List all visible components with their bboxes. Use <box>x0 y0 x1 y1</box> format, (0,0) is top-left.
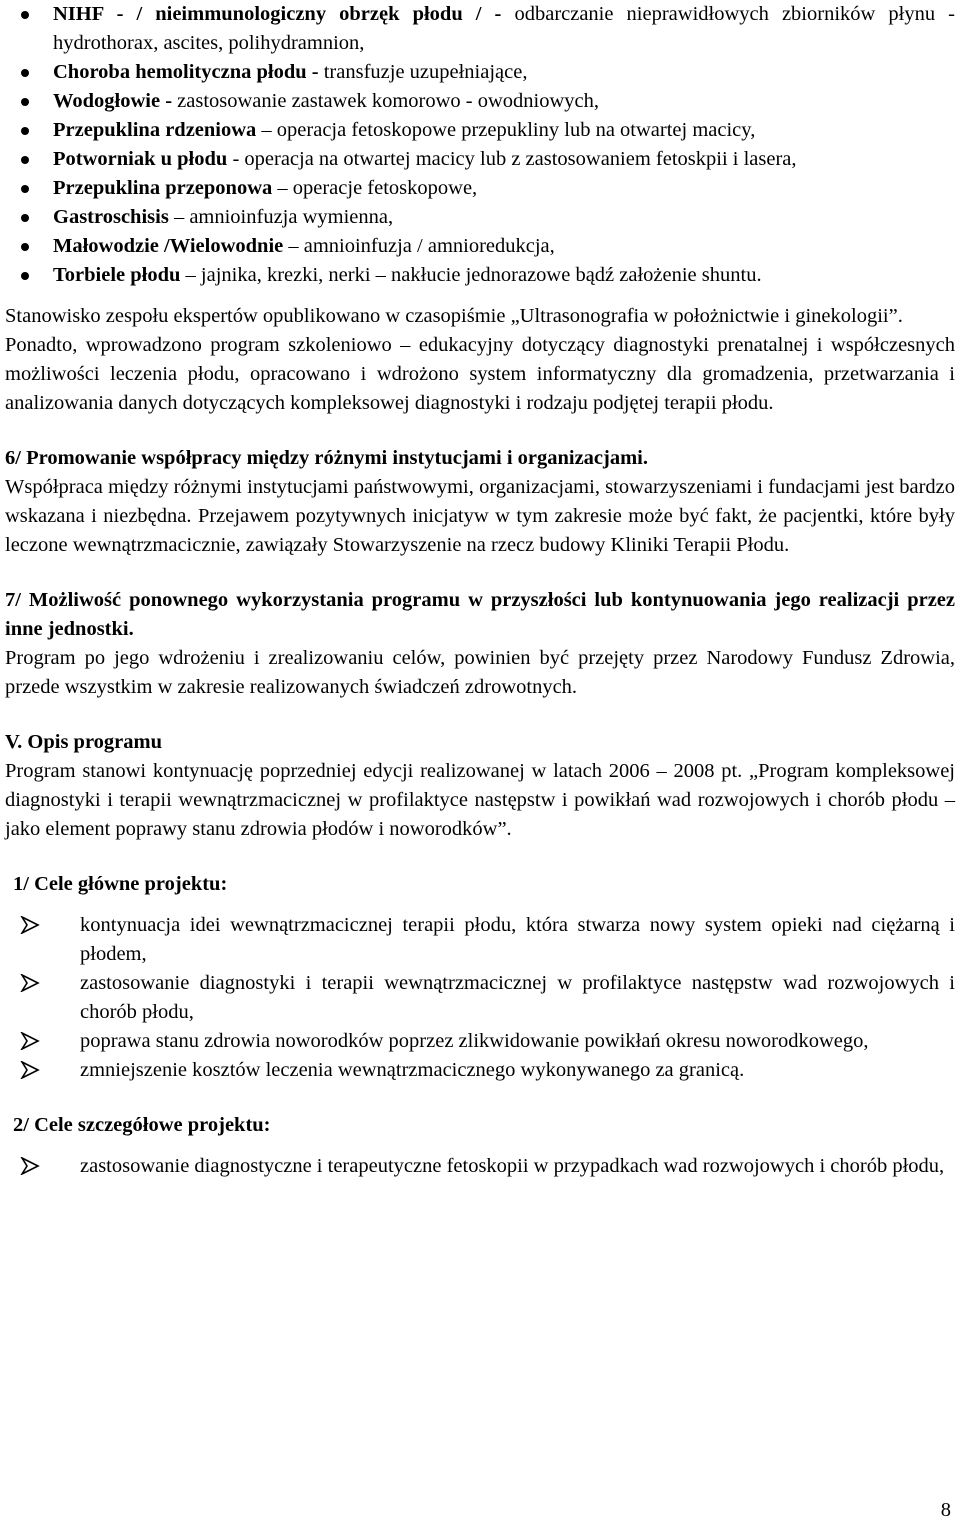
list-item <box>53 174 955 203</box>
list-item <box>80 1152 955 1181</box>
paragraph-ponadto: Ponadto, wprowadzono program szkoleniowo – edukacyjny dotyczący diagnostyki prenatalnej i współczesnych możliwości leczenia płodu, opracowano i wdrożono system informatyczny dla gromadzenia, przetwarzania i analizowania danych dotyczących kompleksowej diagnostyki i rodzaju podjętej terapii płodu. <box>5 334 955 414</box>
bullet-term: Przepuklina przeponowa <box>53 177 273 199</box>
bullet-term: Choroba hemolityczna płodu - <box>53 61 319 83</box>
bullet-term: Wodogłowie - <box>53 90 173 112</box>
section-heading-6 <box>5 444 955 473</box>
bullet-term: Gastroschisis <box>53 206 169 228</box>
bullet-text: zastosowanie zastawek komorowo - owodniowych, <box>172 90 600 112</box>
bullet-icon <box>21 11 29 19</box>
bullet-term: Torbiele płodu <box>53 264 181 286</box>
heading-text: 2/ Cele szczegółowe projektu: <box>13 1114 271 1136</box>
paragraph-stanowisko: Stanowisko zespołu ekspertów opublikowano w czasopiśmie „Ultrasonografia w położnictwie i ginekologii”. <box>5 305 903 327</box>
list-item <box>80 1027 955 1056</box>
goal-text: zastosowanie diagnostyki i terapii wewnątrzmacicznej w profilaktyce następstw wad rozwojowych i chorób płodu, <box>80 972 955 1023</box>
list-item <box>53 232 955 261</box>
bullet-icon <box>21 185 29 193</box>
list-item <box>80 911 955 969</box>
goal-text: zastosowanie diagnostyczne i terapeutyczne fetoskopii w przypadkach wad rozwojowych i chorób płodu, <box>80 1155 945 1177</box>
heading-text: 6/ Promowanie współpracy między różnymi instytucjami i organizacjami. <box>5 447 649 469</box>
section-heading-goals-main <box>5 870 955 899</box>
bullet-text: transfuzje uzupełniające, <box>318 61 528 83</box>
bullet-icon <box>21 127 29 135</box>
bullet-text: – jajnika, krezki, nerki – nakłucie jednorazowe bądź założenie shuntu. <box>180 264 762 286</box>
heading-text: 1/ Cele główne projektu: <box>13 873 228 895</box>
arrowhead-bullet-icon <box>20 1157 40 1175</box>
bullet-term: Przepuklina rdzeniowa <box>53 119 257 141</box>
list-item <box>53 0 955 58</box>
list-item <box>53 203 955 232</box>
bullet-term: Potworniak u płodu <box>53 148 228 170</box>
bullet-text: – amnioinfuzja / amnioredukcja, <box>283 235 555 257</box>
bullet-text: – operacje fetoskopowe, <box>272 177 478 199</box>
list-item <box>53 261 955 290</box>
list-item <box>80 969 955 1027</box>
arrowhead-bullet-icon <box>20 974 40 992</box>
bullet-icon <box>21 98 29 106</box>
bullet-icon <box>21 156 29 164</box>
bullet-icon <box>21 69 29 77</box>
bullet-term: NIHF - / nieimmunologiczny obrzęk płodu / - <box>53 3 502 25</box>
bullet-text: – operacja fetoskopowe przepukliny lub na otwartej macicy, <box>256 119 756 141</box>
paragraph-section-V: Program stanowi kontynuację poprzedniej edycji realizowanej w latach 2006 – 2008 pt. „Program kompleksowej diagnostyki i terapii wewnątrzmacicznej w profilaktyce następstw i powikłań wad rozwojowych i chorób płodu – jako element poprawy stanu zdrowia płodów i noworodków”. <box>5 760 955 840</box>
heading-text: V. Opis programu <box>5 731 163 753</box>
goal-text: kontynuacja idei wewnątrzmacicznej terapii płodu, która stwarza nowy system opieki nad ciężarną i płodem, <box>80 914 955 965</box>
arrowhead-bullet-icon <box>20 1032 40 1050</box>
detail-goals-list <box>5 1152 955 1181</box>
bullet-term: Małowodzie /Wielowodnie <box>53 235 284 257</box>
document-page <box>5 0 955 1537</box>
bullet-text: - operacja na otwartej macicy lub z zastosowaniem fetoskpii i lasera, <box>227 148 797 170</box>
goal-text: zmniejszenie kosztów leczenia wewnątrzmacicznego wykonywanego za granicą. <box>80 1059 745 1081</box>
list-item <box>53 58 955 87</box>
section-heading-V <box>5 728 955 757</box>
list-item <box>53 145 955 174</box>
bullet-icon <box>21 272 29 280</box>
bullet-icon <box>21 243 29 251</box>
goal-text: poprawa stanu zdrowia noworodków poprzez zlikwidowanie powikłań okresu noworodkowego, <box>80 1030 869 1052</box>
arrowhead-bullet-icon <box>20 1061 40 1079</box>
paragraph-section-6: Współpraca między różnymi instytucjami państwowymi, organizacjami, stowarzyszeniami i fundacjami jest bardzo wskazana i niezbędna. Przejawem pozytywnych inicjatyw w tym zakresie może być fakt, że pacjentki, które były leczone wewnątrzmacicznie, zawiązały Stowarzyszenie na rzecz budowy Kliniki Terapii Płodu. <box>5 476 955 556</box>
therapy-bullet-list <box>5 0 955 290</box>
bullet-text: odbarczanie nieprawidłowych zbiorników płynu - hydrothorax, ascites, polihydramnion, <box>53 3 955 54</box>
bullet-text: – amnioinfuzja wymienna, <box>168 206 394 228</box>
section-heading-7 <box>5 586 955 644</box>
page-number: 8 <box>940 1499 951 1521</box>
list-item <box>53 116 955 145</box>
arrowhead-bullet-icon <box>20 916 40 934</box>
list-item <box>80 1056 955 1085</box>
paragraph-section-7: Program po jego wdrożeniu i zrealizowaniu celów, powinien być przejęty przez Narodowy Fundusz Zdrowia, przede wszystkim w zakresie realizowanych świadczeń zdrowotnych. <box>5 647 955 698</box>
section-heading-goals-detail <box>5 1111 955 1140</box>
main-goals-list <box>5 911 955 1085</box>
list-item <box>53 87 955 116</box>
bullet-icon <box>21 214 29 222</box>
heading-text: 7/ Możliwość ponownego wykorzystania programu w przyszłości lub kontynuowania jego realizacji przez inne jednostki. <box>5 589 955 640</box>
